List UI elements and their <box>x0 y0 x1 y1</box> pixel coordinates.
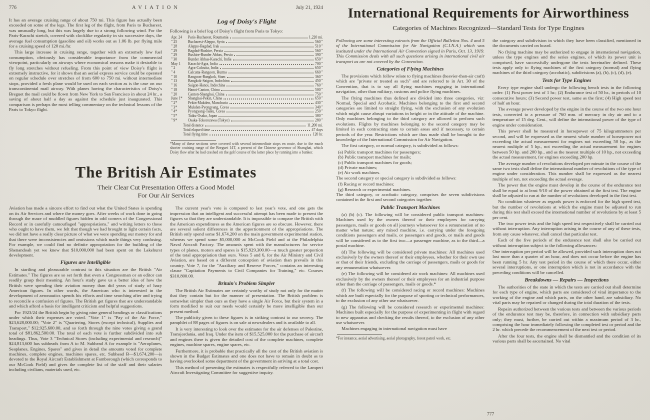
table-row: " 2 Agra-Calcutta, India 650 " <box>171 65 323 71</box>
article-subtitle: Categories of Machines Recognized—Standard Tests for Type Engines <box>392 24 585 32</box>
subhead-tests-for-type-engines: Tests for Type Engines <box>542 77 592 84</box>
body-paragraph: (f) The following will be considered racing or record machines: Machines which are built especially for the purpose of sporting or technical performances, to the exclusion of any other use whatsoever. <box>336 287 485 304</box>
body-paragraph: The second category or special category is subdivided as follows: <box>336 175 457 181</box>
estimates-body <box>9 206 323 377</box>
body-paragraph: The third category, or acrobatic category, comprises the seven subdivisions contained in the first and second categories together. <box>336 191 485 203</box>
table-row: " 18 Hanoi-Canton, China 500 " <box>171 87 323 92</box>
list-item: (d) Private machines; <box>338 164 378 170</box>
body-paragraph: The flying machines thus defined are divided into three categories, viz: Normal, Special and Acrobatic. Machines belonging to the first and second categories are limited to straight flying, with the exclusion of any evolution which might cause abrupt variations in height or in the attitude of the machine. Only machines belonging to the third category are allowed to perform such evolutions. Flights by machines belonging to the second category may be limited in each contracting state to certain areas and if necessary, to certain periods of the year. Restrictions which are thus made shall be brought to the knowledge of the International Commission for Air Navigation. <box>336 95 485 142</box>
body-paragraph: The average number of revolutions developed per minute in the course of the same two tests shall define the international number of revolutions of the type of engine under consideration. This number shall be expressed as the nearest multiple of ten, not exceeding the actual average. <box>492 160 641 182</box>
totals-row: Total distance 11,200 mi. <box>183 123 323 128</box>
top-section <box>9 18 323 156</box>
journal-title: AVIATION <box>132 5 181 11</box>
column-right <box>170 18 323 156</box>
airworthiness-footnote: *For instance, aerial advertising, aerial photography, forest patrol work, etc. <box>336 335 452 341</box>
table-row: " 10 Rangoon-Bangkok, Siam 360 " <box>171 74 323 79</box>
doisy-log-intro: Following is a brief log of Doisy's flight from Paris to Tokyo: <box>170 28 284 34</box>
list-item: (g) Research or experimental machines. <box>338 186 412 192</box>
table-row: " 13 Bangkok-Saigon, Indochina 450 " <box>171 78 323 84</box>
subhead-public-transport-machines: Public Transport Machines <box>380 204 440 211</box>
table-row: Apr. 24 Paris-Bucharest, Roumania 1,220 mi. <box>171 35 323 40</box>
issue-date: July 21, 1924 <box>295 5 323 11</box>
body-paragraph: This large increase in cruising range, together with an extremely low fuel consumption, obviously has considerable importance from the commercial viewpoint, particularly on airways where economical reasons make it desirable to fly long stretches without refueling. From this point of view Doisy's flight is extremely instructive, for it shows that an aerial express service could be operated on regular schedule over stretches of from 600 to 750 mi. without intermediate stops, provided a fresh plane would be used on each section as is the case on our transcontinental mail airway. With planes having the characteristics of Doisy's Breguet the mail could be flown from New York to San Francisco in about 24 hr., a saving of about half a day as against the schedule just inaugurated. This comparison is perhaps the most telling commentary on the technical lessons of the Paris to Tokyo flight. <box>9 49 162 112</box>
table-row: " 16 Saigon-Hanoi, Indochina 760 " <box>171 83 323 88</box>
body-paragraph: In startling and pleasurable contrast to this situation are the British "Air Estimates." The figures are so set forth that even a Congressman or an editor can readily grasp their meaning. An hour's study gave us a better idea of how the British were spending their aviation money than did years of study of hazy American figures. In other words, the American who is interested in the development of aeronautics spends his efforts and time searching after and trying to reconcile a confusion of figures. The British get figures that are understandable and which afford a basis for intelligent criticism and helpful suggestions. <box>9 267 162 309</box>
list-item: (a) Public transport machines for passengers; <box>338 149 421 155</box>
page-number-left: 776 <box>9 5 17 11</box>
body-paragraph: the category and subdivision in which they have been classified, mentioned in the documents carried on board. <box>492 38 641 49</box>
body-paragraph: The average power developed by the engine in the course of the two one hour tests, converted to a pressure of 760 mm. of mercury in dry air and to a temperature of 15 deg. Cent., will define the international power of the type of engine under consideration. <box>492 106 641 128</box>
footnote-rule <box>171 140 216 141</box>
article-title-international-requirements: International Requirements for Airworthiness <box>347 5 630 21</box>
body-paragraph: Each of the five periods of the endurance test shall also be carried out without interruption subject to the following allowances: <box>492 237 641 248</box>
table-row: May 1 Karachi-Agra, India 700 " <box>171 61 323 66</box>
doisy-footnote: *Many of these sections were covered with several intermediate stops en route, due to the much shorter cruising range of the Breguet 14T, a present of the Chinese governor of Shanghai, which Doisy flew after he had crashed on the golf course of the latter place by running into a bunker. <box>170 141 323 155</box>
table-row: " 4 Calcutta-Rangoon, Burma 660 " <box>171 70 323 75</box>
body-paragraph: This power shall be measured in horsepower of 75 kilogrammeters per second, and will be expressed as the nearest whole number of horsepower not exceeding the actual measurement for engines not exceeding 50 hp., as the nearest multiple of 5 hp., not exceeding the actual measurement for engines between 50 hp. and 200 hp., and as the nearest multiple of 10 hp., not exceeding the actual measurement, for engines exceeding 200 hp. <box>492 128 641 160</box>
totals-row: Total elapsed time 47 days <box>183 127 323 133</box>
body-paragraph: The power that the engine must develop in the course of the endurance test shall be equal to at least 9/10 of the power obtained at the first test. The engine shall be adjusted to run at the number of revolutions developed in the first test. <box>492 182 641 198</box>
subhead-britains-problem-simpler: Britain's Problem Simpler <box>218 281 275 287</box>
page-right <box>331 0 650 420</box>
table-row: " 28 Aleppo-Bagdad, Irak 510 " <box>171 43 323 49</box>
body-paragraph: The British Air Estimates are certainly worthy of study not only for the matter that they contain but for the manner of presentation. The British problem is somewhat simpler than ours as they have a single Air Force, but their system in a form modified to suit our needs would certainly be more intelligible than our present method. <box>170 288 323 314</box>
page-number-right: 777 <box>486 412 495 417</box>
subhead-figures-are-intelligible: Figures are Intelligible <box>60 260 111 266</box>
body-paragraph: The current year's vote is compared to last year's vote, and one gets the impression that an intelligent and successful attempt has been made to present the figures so that they are understandable. It is impossible to compare the British with the American expenditures as the American figures are so obscure. However, there are several salient differences in the apportionment of the appropriations. The British only spend some $1,674,200 on the main government experimental station, whereas we spend some $5,000,000 at McCook Field and at the Philadelphia Naval Aircraft Factory. The amounts spent with the manufacturers for service types of planes, motors and spares is $15,929,300.00—a much greater proportion of the total appropriation than ours. Votes 5 and 6, for the Air Ministry and Civil Aviation, are based on a different conception of aviation than prevails in this country. Vote 7, for the "Auxiliary and Reserve Forces," contains an interesting clause "Capitation Payments to Civil Companies for Training," etc. Courses $310,800.00. <box>170 205 323 279</box>
body-paragraph: (g) The following will be considered research or experimental machines: Machines built especially for the purpose of experimenting in flight with regard to new apparatus and checking the results thereof, to the exclusion of any other use whatsoever. <box>336 304 485 325</box>
table-row: " 4* Pyongyang-Taiku, Corea 250 " <box>171 109 323 114</box>
table-row: " 30 Bunder Abbas-Karachi, India 650 " <box>171 56 323 62</box>
list-item: (b) Public transport machines for mails; <box>338 154 412 160</box>
body-paragraph: It has an average cruising range of about 750 mi. This figure has actually been exceeded on some of the legs. The first leg of the flight, from Paris to Bucharest, was unusually long, but this was largely due to a strong following wind. For the Paris-Karachi stretch, covered with clocklike regularity in six successive days, the average fuel consumption (gasoline and oil) works out as 1.06 lb. per flying mile for a cruising speed of 120 mi./hr. <box>9 17 162 49</box>
list-item: (e) Air work machines. <box>338 170 381 176</box>
body-paragraph: Furthermore, it is probable that practically all the cost of the British aviation is shown in the Budget Estimates and one does not have to remain in doubt as to having overlooked some department of the government in arriving at a total cost. <box>170 348 323 364</box>
airworthiness-body <box>336 38 641 345</box>
body-paragraph: Every type engine shall undergo the following bench tests in the following order: (1) First power test of 1 hr.; (2) Endurance test of 50 hr., in periods of 10 consecutive hours; (3) Second power test, same as the first; (4) High speed test of half an hour. <box>492 84 641 106</box>
body-paragraph: The provisions which follow relate to flying machines (heavier-than-air craft) which are "private or treated as such" and are referred to in Art. 30 of the Convention, that is to say all flying machines engaging in international navigation, other than military, customs and police flying machines. <box>336 73 485 95</box>
body-paragraph: One interruption per period will be allowed, provided such interruption does not last more than a quarter of an hour, and does not occur before the engine has been running 5 hr. Any test period in the course of which there occur, either several interruptions, or one interruption which is not in accordance with the preceding conditions will be cancelled. <box>492 249 641 275</box>
totals-row: Total flying time 120 hr. <box>183 131 323 137</box>
column-right <box>170 206 323 377</box>
body-paragraph: The first category, or normal category, is subdivided as follows: <box>341 143 459 149</box>
table-row: " 20 Canton-Shanghai, China 750 " <box>171 91 323 97</box>
table-row: " 3* Mukden-Pyongyang, Corea 340 " <box>171 104 323 110</box>
body-paragraph: This method of presenting the estimates is respectfully referred to the Lampert Aircraft Investigating Committee for suggestive inquiry. <box>170 364 323 376</box>
body-paragraph: Repairs authorized between the various tests and between the various periods of the endurance test may be, therefore, in connection with subsidiary parts only; they must, further, be carried out within a maximum period of 3 hr., comprising the hour immediately following the completed test or period and the 2 hr. which precede the recommencement of the next test or period. <box>492 306 641 333</box>
flight-log-totals <box>183 124 323 137</box>
running-header <box>9 5 323 11</box>
column-left <box>9 18 162 156</box>
table-row: June 1* Shanghai-Pekin, China 650 " <box>171 96 323 101</box>
table-row: " 9* Osaka-Tokorozawa (Tokyo) 280 " <box>171 117 323 123</box>
subhead-breakdowns-repairs-inspections: Breakdowns — Repairs — Inspections <box>524 277 609 284</box>
subhead-categories-of-flying-machines: Categories of Flying Machines <box>376 66 444 73</box>
body-paragraph: (e) The following will be considered air work machines: All machines used exclusively by the owners thereof or their employees for an industrial purpose other than the carriage of passengers, mails or goods.* <box>336 271 485 287</box>
column-right <box>493 38 642 345</box>
body-paragraph: (d) The following will be considered private machines: All machines used exclusively by the owners thereof or their employees, whether for their own use or that of their friends, excluding the carriage of passengers, mails or goods for any remuneration whatsoever. <box>336 249 485 270</box>
doisy-log-title: Log of Doisy's Flight <box>216 17 277 25</box>
column-left <box>336 38 485 345</box>
body-paragraph: After the four tests, the engine shall be dismantled and the condition of its various parts shall be ascertained. No vital <box>492 333 641 344</box>
body-paragraph: The authorities of the state in which the tests are carried out shall determine for each type of engine, which parts are considered of vital importance to the working of the engine and which parts, on the other hand, are subsidiary. No vital parts may be repaired or changed during the total duration of the tests. <box>492 284 641 306</box>
body-paragraph: No flying machine may be authorized to engage in international navigation, unless the type engines and the series engines, of which its power unit is comprised, have successfully undergone the tests hereinafter defined. These tests apply only to flying machines of the first category (normal) and flying machines of the third category (acrobatic), subdivisions (a), (b), (c), (d), (e). <box>492 49 641 76</box>
flight-log-table <box>171 36 323 123</box>
table-row: " 25 Bucharest-Aleppo, Syria 560 " <box>171 39 323 45</box>
body-paragraph: (a) (b) (c). The following will be considered public transport machines: Machines used by the owners thereof or their employees for carrying passengers, mails or goods on all journeys whatsoever for a remuneration of no matter what nature; any mixed machine, i.e. carrying under the foregoing conditions passengers and mails, or passengers and goods, or mails and goods will be considered as to the first two—a passenger machine, as to the third—a postal machine. <box>336 211 485 249</box>
body-paragraph: No condition whatever as regards power is enforced for the high speed test, but the number of revolutions at which the engine must be adjusted to run during this test shall exceed the international number of revolutions by at least 5 per cent. <box>492 199 641 220</box>
editorial-intro: Following are some interesting extracts from the Official Bulletins Nos. 4 and 5 of the International Commission for Air Navigation (C.I.N.A.) which was instituted under the International Air Convention signed in Paris, Oct. 13, 1919. This Commission deals with all such questions arising in international civil air transport as are not covered by the Convention. <box>336 38 485 64</box>
body-paragraph: The publicity given to these figures is in striking contrast to our secrecy. The pamphlet of 88 pages of figures is on sale at newsdealers and is available to all. <box>170 315 323 326</box>
footnote-rule <box>337 334 382 335</box>
article-subtitle <box>9 184 323 200</box>
body-paragraph: The two power tests and the high speed test respectively shall be carried out without interruption. Any interruption arising in the course of any of these tests, from any cause whatever, shall cancel that particular test. <box>492 221 641 237</box>
article-title-british-air-estimates: The British Air Estimates <box>75 163 257 182</box>
table-row: " 29 Bagdad-Bushire, Persia 560 " <box>171 48 323 53</box>
article-subtitle-line2: For Our Air Services <box>137 191 195 200</box>
body-paragraph: It is very interesting to look over the estimates for the air defenses of Palestine, Transjordania, and Iraq. Under the item of $15,525,000 for the purchase of aircraft and engines there is given the detailed cost of the complete machines, complete engines, machine spares, engine spares, etc. <box>170 326 323 348</box>
article-subtitle-line1: Their Clear Cut Presentation Offers a Good Model <box>97 183 235 192</box>
table-row: " 29 Bushire-Bunder Abbas, Persia 390 " <box>171 52 323 58</box>
body-paragraph: Aviation has made a sincere effort to find out what the United States is spending on its Air Services and where the money goes. After weeks of work done in going through the maze of muddled figures hidden in odd corners of the Congressional Record or in carefully camouflaged "appropriations," and writing letters to those who ought to have them, we felt that though we had brought to light certain facts, we did not have a really clear picture of what we were spending our money for and that there were inconsistencies and omissions which made things very confusing. For example, we could find no definite appropriation for the building of the Shenandoah yet we knew that $10,000,000 had been spent on the Lakehurst development. <box>9 205 162 258</box>
table-row: " 2* Pekin-Mukden, Manchuria 430 " <box>171 100 323 105</box>
list-item: (f) Racing or record machines; <box>338 181 395 187</box>
body-paragraph: Machines engaging in international navigation must have <box>341 326 447 332</box>
body-paragraph: For 1923/24 the British begin by giving nine general headings or classifications under which their expenses are voted. "Vote 1" is "Pay of the Air Force," $23,628,000.00; "Vote 2" is "Quartering, Stores (except technical), Supplies and Transport," $12,925,600.00, and so forth through the nine votes giving a grand total of $81,862,500.00. The total of each vote is further subdivided into sub headings. Thus, Vote 3 "Technical Stores (including experimental and research)" $24,813,600 has subheads from A to M. Subhead A for example is "Aeroplanes, Seaplanes, Engines, Spares" and gives in detail the amounts voted for complete machines, complete engines, machines spares, etc. Subhead B—$1,674,200—is devoted to the Royal Aircraft Establishment at Farnborough (which corresponds to our McCook Field) and gives the complete list of the staff and their salaries including civilians, materials used, etc. <box>9 309 162 373</box>
list-item: (c) Public transport machines for goods; <box>338 159 412 165</box>
column-left <box>9 206 162 377</box>
table-row: " 5* Taiku-Osaka, Japan 380 " <box>171 113 323 119</box>
